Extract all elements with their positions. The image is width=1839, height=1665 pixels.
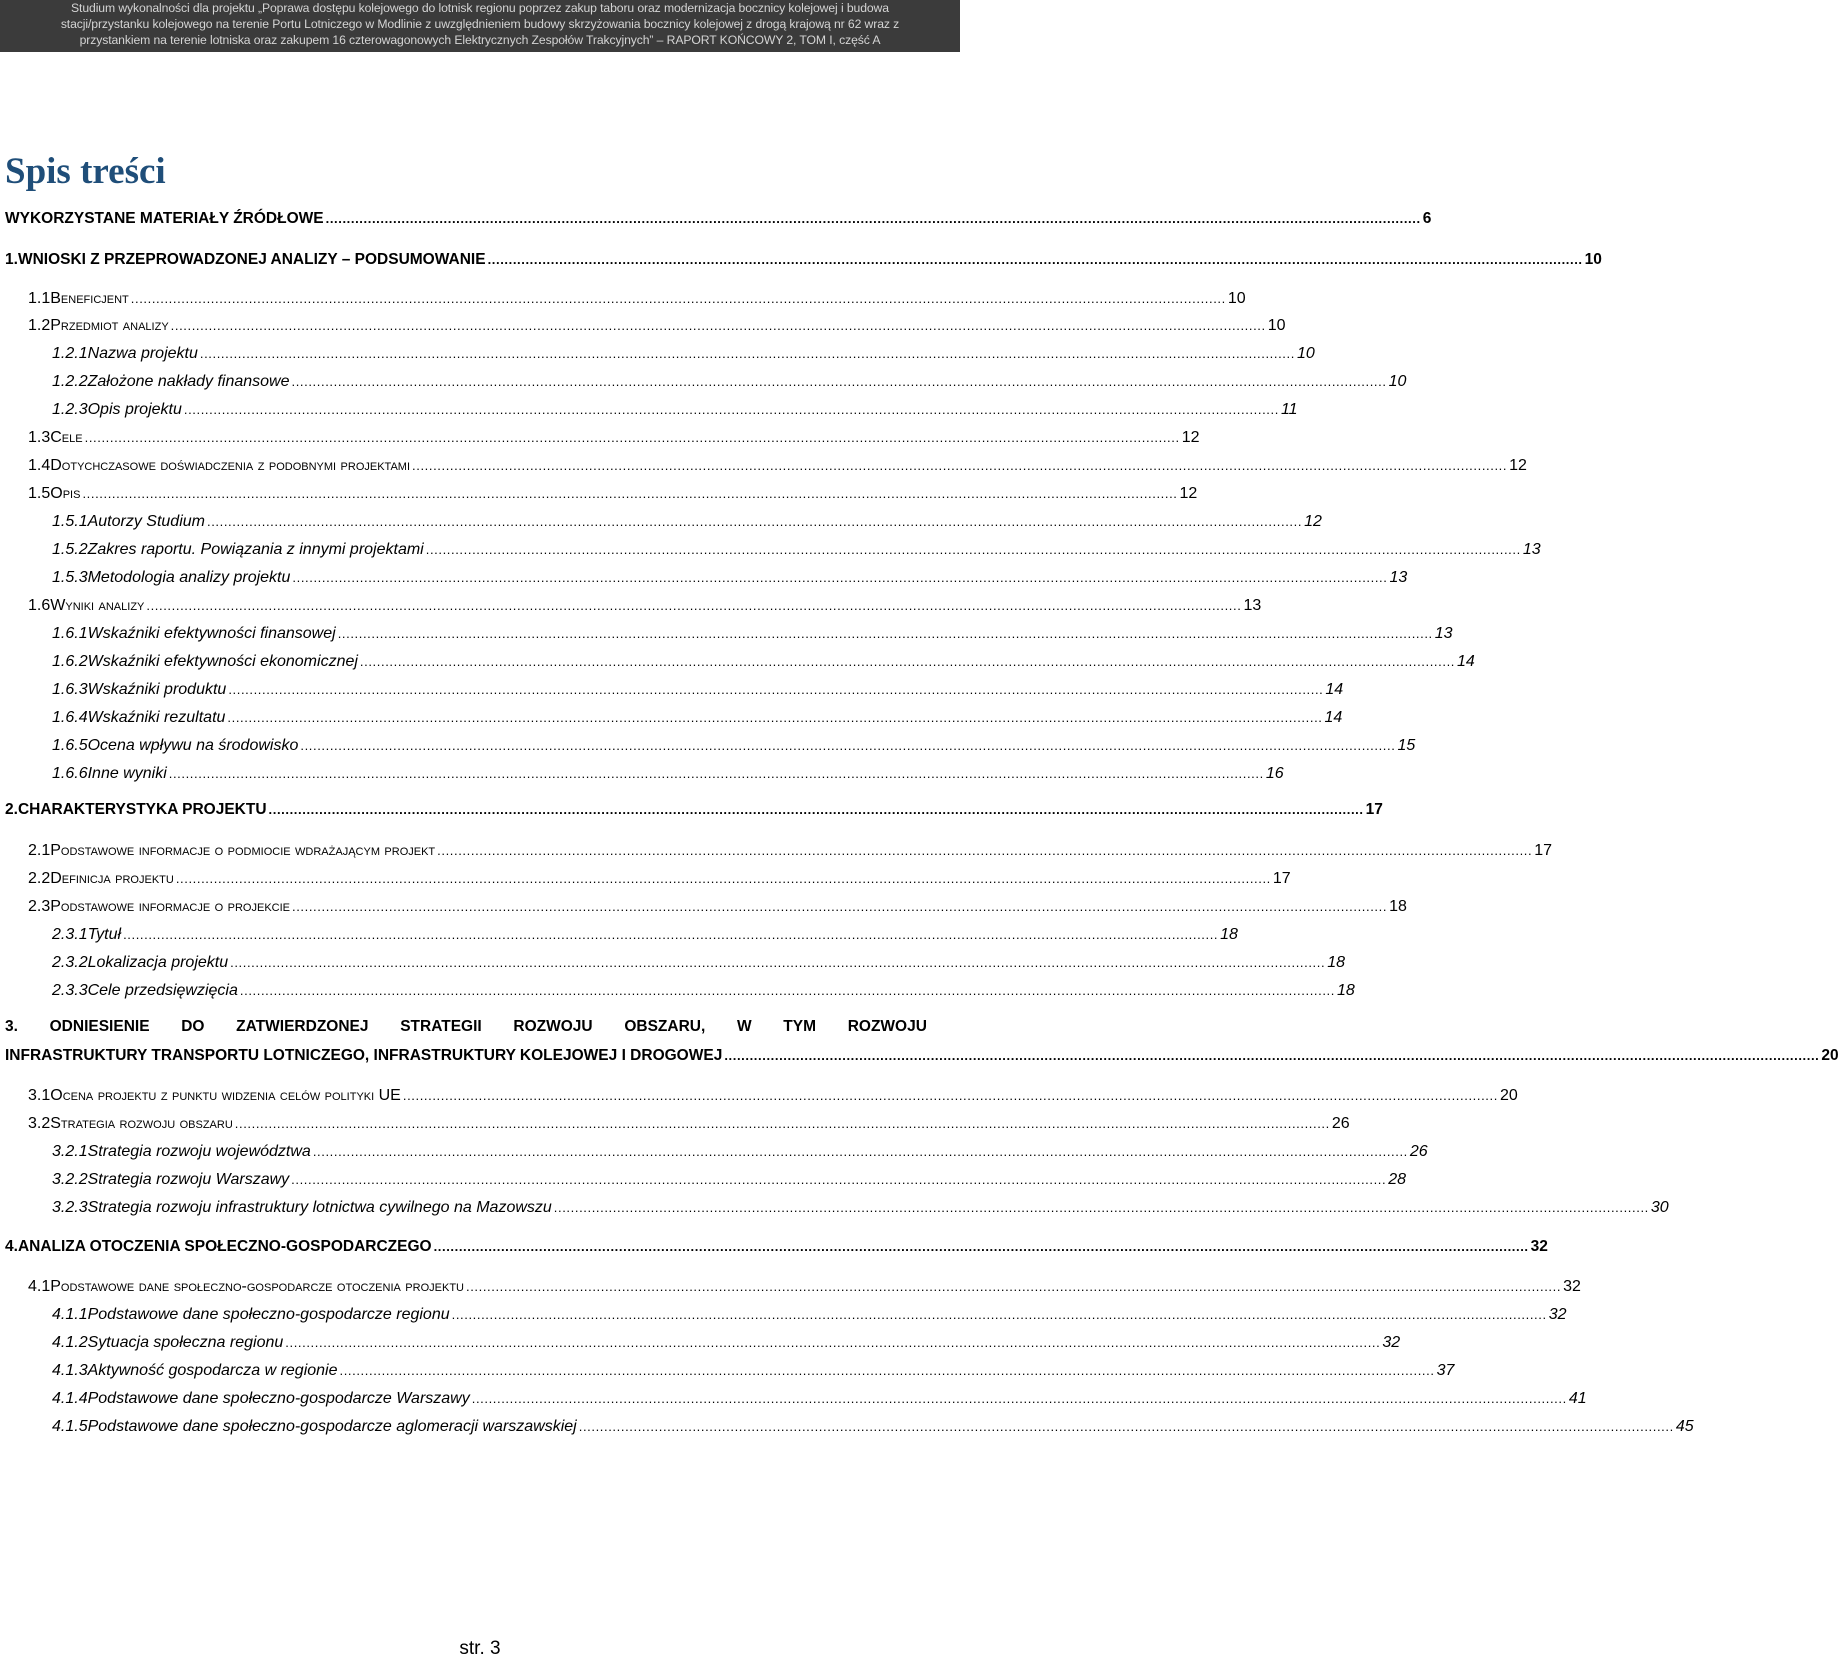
toc-entry-number: 2.1 xyxy=(28,842,51,859)
toc-entry-page: 12 xyxy=(1179,485,1198,502)
toc-entry[interactable] xyxy=(52,624,1453,644)
toc-entry-title: Wskaźniki rezultatu xyxy=(87,709,226,726)
toc-entry[interactable] xyxy=(28,456,1527,476)
toc-entry-title: Strategia rozwoju Warszawy xyxy=(87,1171,290,1188)
toc-dot-leader: .................................................................................................................................................................................................................................................................... xyxy=(292,570,1388,585)
toc-entry-title: Tytuł xyxy=(87,926,122,943)
toc-entry-page: 17 xyxy=(1365,801,1383,818)
toc-entry-page: 12 xyxy=(1509,457,1527,474)
toc-entry[interactable] xyxy=(5,1046,1839,1066)
toc-entry[interactable] xyxy=(28,596,1262,616)
toc-entry-page: 32 xyxy=(1382,1334,1401,1351)
toc-entry[interactable] xyxy=(52,981,1355,1001)
toc-entry-page: 16 xyxy=(1265,765,1284,782)
toc-entry-page: 18 xyxy=(1389,898,1407,915)
toc-entry[interactable] xyxy=(28,428,1200,448)
toc-entry-title: Dotychczasowe doświadczenia z podobnymi projektami xyxy=(50,457,411,474)
toc-heading-word: OBSZARU, xyxy=(624,1018,706,1035)
toc-entry-page: 13 xyxy=(1522,541,1541,558)
toc-entry-number: 3.2 xyxy=(28,1115,51,1132)
toc-entry-page: 10 xyxy=(1227,290,1246,307)
toc-entry[interactable] xyxy=(52,736,1416,756)
toc-dot-leader: .................................................................................................................................................................................................................................................................... xyxy=(239,983,1335,998)
toc-entry[interactable] xyxy=(5,800,1383,820)
toc-dot-leader: .................................................................................................................................................................................................................................................................... xyxy=(291,1172,1387,1187)
toc-heading-word: ROZWOJU xyxy=(847,1018,927,1035)
toc-heading-word: STRATEGII xyxy=(400,1018,482,1035)
toc-entry[interactable] xyxy=(52,1198,1669,1218)
toc-entry-number: 2.2 xyxy=(28,870,51,887)
toc-entry-page: 15 xyxy=(1397,737,1416,754)
toc-entry-number: 4. xyxy=(5,1238,18,1255)
toc-entry[interactable] xyxy=(28,841,1553,861)
toc-entry-page: 45 xyxy=(1675,1418,1694,1435)
toc-entry-title: ANALIZA OTOCZENIA SPOŁECZNO-GOSPODARCZEGO xyxy=(17,1238,432,1255)
toc-entry-number: 1.5.1 xyxy=(52,513,88,530)
toc-dot-leader: .................................................................................................................................................................................................................................................................... xyxy=(451,1307,1547,1322)
toc-entry[interactable] xyxy=(52,540,1541,560)
toc-entry-number: 3.2.3 xyxy=(52,1199,88,1216)
toc-entry[interactable] xyxy=(52,512,1322,532)
toc-dot-leader: .................................................................................................................................................................................................................................................................... xyxy=(146,598,1242,613)
toc-entry-number: 3.2.1 xyxy=(52,1143,88,1160)
toc-entry-page: 41 xyxy=(1568,1390,1587,1407)
toc-heading-word: ROZWOJU xyxy=(513,1018,593,1035)
toc-entry-number: 4.1.2 xyxy=(52,1334,88,1351)
header-line: Studium wykonalności dla projektu „Poprawa dostępu kolejowego do lotnisk regionu poprzez zakup taboru oraz modernizacja bocznicy kolejowej i budowa xyxy=(71,1,889,15)
toc-entry-number: 4.1 xyxy=(28,1278,51,1295)
toc-dot-leader: .................................................................................................................................................................................................................................................................... xyxy=(206,514,1303,529)
toc-entry-number: 1.2.2 xyxy=(52,373,88,390)
toc-entry[interactable] xyxy=(28,897,1407,917)
toc-entry-page: 26 xyxy=(1331,1115,1350,1132)
toc-entry-number: 4.1.3 xyxy=(52,1362,88,1379)
toc-entry-heading-line xyxy=(5,1018,927,1036)
page-title: Spis treści xyxy=(5,151,166,192)
toc-entry-page: 17 xyxy=(1534,842,1553,859)
toc-entry-number: 4.1.1 xyxy=(52,1306,88,1323)
toc-entry-page: 13 xyxy=(1243,597,1262,614)
toc-dot-leader: .................................................................................................................................................................................................................................................................... xyxy=(230,955,1326,970)
toc-dot-leader: .................................................................................................................................................................................................................................................................... xyxy=(465,1279,1562,1294)
toc-entry-title: Beneficjent xyxy=(50,290,129,307)
toc-dot-leader: .................................................................................................................................................................................................................................................................... xyxy=(325,211,1421,226)
toc-entry-number: 1.2 xyxy=(28,317,51,334)
toc-entry-page: 10 xyxy=(1267,317,1286,334)
toc-entry-title: Ocena projektu z punktu widzenia celów polityki UE xyxy=(50,1087,401,1104)
toc-dot-leader: .................................................................................................................................................................................................................................................................... xyxy=(170,318,1266,333)
toc-entry[interactable] xyxy=(52,344,1315,364)
toc-entry-title: CHARAKTERYSTYKA PROJEKTU xyxy=(17,801,267,818)
toc-entry-title: Podstawowe informacje o podmiocie wdrażającym projekt xyxy=(50,842,436,859)
toc-entry[interactable] xyxy=(52,1333,1401,1353)
toc-entry[interactable] xyxy=(5,209,1432,229)
toc-entry-number: 1.6 xyxy=(28,597,51,614)
toc-entry-page: 14 xyxy=(1325,681,1344,698)
toc-heading-word: DO xyxy=(181,1018,205,1035)
toc-entry[interactable] xyxy=(52,1361,1455,1381)
toc-entry-title: Zakres raportu. Powiązania z innymi projektami xyxy=(87,541,424,558)
toc-dot-leader: .................................................................................................................................................................................................................................................................... xyxy=(123,927,1219,942)
toc-entry-number: 2.3.3 xyxy=(52,982,88,999)
toc-dot-leader: .................................................................................................................................................................................................................................................................... xyxy=(285,1335,1381,1350)
toc-entry-page: 18 xyxy=(1327,954,1345,971)
toc-entry-number: 3.1 xyxy=(28,1087,51,1104)
toc-entry[interactable] xyxy=(52,652,1475,672)
toc-entry-title: Strategia rozwoju infrastruktury lotnictwa cywilnego na Mazowszu xyxy=(87,1199,552,1216)
toc-entry-title: Wskaźniki efektywności ekonomicznej xyxy=(87,653,358,670)
toc-entry-title: Inne wyniki xyxy=(87,765,167,782)
toc-entry-number: 1.3 xyxy=(28,429,51,446)
toc-entry-number: 1.1 xyxy=(28,290,51,307)
toc-dot-leader: .................................................................................................................................................................................................................................................................... xyxy=(433,1239,1529,1254)
toc-dot-leader: .................................................................................................................................................................................................................................................................... xyxy=(425,542,1521,557)
toc-entry-number: 2.3 xyxy=(28,898,51,915)
toc-entry-page: 13 xyxy=(1434,625,1453,642)
toc-dot-leader: .................................................................................................................................................................................................................................................................... xyxy=(291,374,1387,389)
toc-entry-title: Podstawowe dane społeczno-gospodarcze aglomeracji warszawskiej xyxy=(87,1418,577,1435)
toc-entry[interactable] xyxy=(28,869,1291,889)
toc-entry-number: 4.1.5 xyxy=(52,1418,88,1435)
toc-entry-number: 1.5 xyxy=(28,485,51,502)
toc-entry-number: 2.3.1 xyxy=(52,926,88,943)
toc-entry-page: 28 xyxy=(1388,1171,1407,1188)
toc-entry-number: 1.6.5 xyxy=(52,737,88,754)
toc-entry-title: Autorzy Studium xyxy=(87,513,205,530)
toc-dot-leader: .................................................................................................................................................................................................................................................................... xyxy=(553,1200,1649,1215)
toc-heading-word: 3. xyxy=(5,1018,18,1035)
toc-entry-page: 18 xyxy=(1220,926,1238,943)
toc-dot-leader: .................................................................................................................................................................................................................................................................... xyxy=(312,1144,1408,1159)
toc-entry-title: Podstawowe dane społeczno-gospodarcze otoczenia projektu xyxy=(50,1278,464,1295)
toc-entry[interactable] xyxy=(28,1086,1518,1106)
toc-heading-word: TYM xyxy=(783,1018,816,1035)
toc-entry-number: 1.2.1 xyxy=(52,345,88,362)
toc-entry[interactable] xyxy=(52,372,1407,392)
toc-dot-leader: .................................................................................................................................................................................................................................................................... xyxy=(471,1391,1567,1406)
toc-entry-title: WNIOSKI Z PRZEPROWADZONEJ ANALIZY – PODSUMOWANIE xyxy=(17,251,486,268)
toc-heading-word: W xyxy=(736,1018,752,1035)
toc-entry[interactable] xyxy=(52,1170,1407,1190)
toc-dot-leader: .................................................................................................................................................................................................................................................................... xyxy=(339,1363,1435,1378)
toc-dot-leader: .................................................................................................................................................................................................................................................................... xyxy=(84,430,1180,445)
toc-entry-number: 1.6.1 xyxy=(52,625,88,642)
toc-entry[interactable] xyxy=(28,1277,1581,1297)
toc-entry[interactable] xyxy=(28,316,1286,336)
toc-entry-page: 11 xyxy=(1280,401,1298,418)
toc-entry-page: 17 xyxy=(1272,870,1291,887)
toc-entry[interactable] xyxy=(52,1417,1694,1437)
toc-entry-title: Podstawowe informacje o projekcie xyxy=(50,898,290,915)
toc-entry-title: Cele xyxy=(50,429,83,446)
toc-entry[interactable] xyxy=(52,925,1238,945)
toc-entry-number: 2. xyxy=(5,801,18,818)
toc-entry[interactable] xyxy=(28,289,1246,309)
toc-entry-page: 26 xyxy=(1409,1143,1428,1160)
toc-entry[interactable] xyxy=(5,250,1602,270)
toc-entry-page: 6 xyxy=(1422,210,1432,227)
toc-entry-number: 1.6.3 xyxy=(52,681,88,698)
toc-entry-page: 20 xyxy=(1821,1047,1839,1064)
toc-entry-number: 3.2.2 xyxy=(52,1171,88,1188)
toc-entry-page: 30 xyxy=(1650,1199,1669,1216)
toc-entry[interactable] xyxy=(52,1142,1428,1162)
toc-entry-page: 18 xyxy=(1336,982,1355,999)
toc-entry[interactable] xyxy=(52,953,1345,973)
toc-entry-page: 12 xyxy=(1304,513,1322,530)
toc-dot-leader: .................................................................................................................................................................................................................................................................... xyxy=(199,346,1295,361)
toc-entry-number: 1. xyxy=(5,251,18,268)
toc-entry-page: 14 xyxy=(1324,709,1343,726)
toc-entry-number: 1.4 xyxy=(28,457,51,474)
toc-entry[interactable] xyxy=(52,1389,1587,1409)
toc-dot-leader: .................................................................................................................................................................................................................................................................... xyxy=(412,458,1508,473)
toc-entry-number: 1.6.6 xyxy=(52,765,88,782)
toc-entry-title: Sytuacja społeczna regionu xyxy=(87,1334,284,1351)
toc-entry-title: Opis xyxy=(50,485,81,502)
toc-entry[interactable] xyxy=(5,1237,1548,1257)
toc-entry-title: Cele przedsięwzięcia xyxy=(87,982,238,999)
toc-dot-leader: .................................................................................................................................................................................................................................................................... xyxy=(268,802,1364,817)
toc-entry-title: Podstawowe dane społeczno-gospodarcze Warszawy xyxy=(87,1390,470,1407)
toc-entry-title: Założone nakłady finansowe xyxy=(87,373,290,390)
toc-entry-page: 32 xyxy=(1548,1306,1567,1323)
toc-entry-title: Wskaźniki produktu xyxy=(87,681,227,698)
toc-entry[interactable] xyxy=(52,400,1298,420)
toc-dot-leader: .................................................................................................................................................................................................................................................................... xyxy=(130,291,1226,306)
toc-entry-page: 10 xyxy=(1584,251,1602,268)
toc-entry-title: Opis projektu xyxy=(87,401,182,418)
toc-entry-number: 1.5.2 xyxy=(52,541,88,558)
toc-entry[interactable] xyxy=(52,708,1343,728)
toc-dot-leader: .................................................................................................................................................................................................................................................................... xyxy=(437,843,1533,858)
toc-entry-page: 13 xyxy=(1389,569,1408,586)
toc-dot-leader: .................................................................................................................................................................................................................................................................... xyxy=(487,252,1583,267)
toc-entry-number: 1.2.3 xyxy=(52,401,88,418)
toc-dot-leader: .................................................................................................................................................................................................................................................................... xyxy=(234,1116,1330,1131)
toc-entry[interactable] xyxy=(52,568,1408,588)
toc-dot-leader: .................................................................................................................................................................................................................................................................... xyxy=(175,871,1271,886)
toc-entry[interactable] xyxy=(28,484,1198,504)
header-line: stacji/przystanku kolejowego na terenie Portu Lotniczego w Modlinie z uwzględnieniem budowy skrzyżowania bocznicy kolejowej z drogą krajową nr 62 wraz z xyxy=(60,17,900,31)
toc-entry-page: 14 xyxy=(1457,653,1475,670)
toc-entry-title: Nazwa projektu xyxy=(87,345,198,362)
toc-dot-leader: .................................................................................................................................................................................................................................................................... xyxy=(402,1088,1498,1103)
toc-entry[interactable] xyxy=(28,1114,1350,1134)
toc-dot-leader: .................................................................................................................................................................................................................................................................... xyxy=(183,402,1279,417)
toc-entry-number: 1.5.3 xyxy=(52,569,88,586)
toc-entry[interactable] xyxy=(52,680,1344,700)
toc-entry-page: 37 xyxy=(1436,1362,1455,1379)
toc-entry-page: 10 xyxy=(1296,345,1315,362)
toc-dot-leader: .................................................................................................................................................................................................................................................................... xyxy=(578,1419,1674,1434)
toc-entry-page: 12 xyxy=(1181,429,1200,446)
toc-dot-leader: .................................................................................................................................................................................................................................................................... xyxy=(82,486,1178,501)
toc-entry-title: Przedmiot analizy xyxy=(50,317,169,334)
toc-entry-page: 10 xyxy=(1388,373,1407,390)
toc-entry-number: 1.6.4 xyxy=(52,709,88,726)
toc-dot-leader: .................................................................................................................................................................................................................................................................... xyxy=(228,682,1324,697)
toc-entry[interactable] xyxy=(52,764,1284,784)
page-number: str. 3 xyxy=(459,1638,501,1659)
toc-entry-title: Ocena wpływu na środowisko xyxy=(87,737,299,754)
toc-dot-leader: .................................................................................................................................................................................................................................................................... xyxy=(337,626,1433,641)
toc-entry-title: Strategia rozwoju województwa xyxy=(87,1143,311,1160)
toc-entry-title: Definicja projektu xyxy=(50,870,174,887)
toc-entry-number: 1.6.2 xyxy=(52,653,88,670)
toc-entry-title: Aktywność gospodarcza w regionie xyxy=(87,1362,338,1379)
toc-entry-title: Lokalizacja projektu xyxy=(87,954,229,971)
toc-dot-leader: .................................................................................................................................................................................................................................................................... xyxy=(227,710,1323,725)
toc-entry-page: 32 xyxy=(1530,1238,1548,1255)
toc-entry-title: Podstawowe dane społeczno-gospodarcze regionu xyxy=(87,1306,450,1323)
toc-heading-word: ODNIESIENIE xyxy=(49,1018,150,1035)
toc-dot-leader: .................................................................................................................................................................................................................................................................... xyxy=(292,899,1388,914)
toc-entry-title: Strategia rozwoju obszaru xyxy=(50,1115,233,1132)
toc-entry-title: INFRASTRUKTURY TRANSPORTU LOTNICZEGO, INFRASTRUKTURY KOLEJOWEJ I DROGOWEJ xyxy=(5,1047,723,1064)
toc-entry-title: Wskaźniki efektywności finansowej xyxy=(87,625,336,642)
toc-entry-title: WYKORZYSTANE MATERIAŁY ŹRÓDŁOWE xyxy=(5,210,324,227)
toc-dot-leader: .................................................................................................................................................................................................................................................................... xyxy=(724,1048,1820,1063)
toc-entry-number: 4.1.4 xyxy=(52,1390,88,1407)
toc-entry-title: Metodologia analizy projektu xyxy=(87,569,291,586)
toc-dot-leader: .................................................................................................................................................................................................................................................................... xyxy=(359,654,1455,669)
header-line: przystankiem na terenie lotniska oraz zakupem 16 czterowagonowych Elektrycznych Zespołów Trakcyjnych” – RAPORT KOŃCOWY 2, TOM I, część A xyxy=(79,33,881,47)
toc-entry-number: 2.3.2 xyxy=(52,954,88,971)
toc-dot-leader: .................................................................................................................................................................................................................................................................... xyxy=(168,766,1264,781)
toc-entry-page: 20 xyxy=(1499,1087,1518,1104)
toc-entry-title: Wyniki analizy xyxy=(50,597,145,614)
toc-heading-word: ZATWIERDZONEJ xyxy=(236,1018,369,1035)
toc-dot-leader: .................................................................................................................................................................................................................................................................... xyxy=(300,738,1396,753)
toc-entry[interactable] xyxy=(52,1305,1567,1325)
toc-entry-page: 32 xyxy=(1563,1278,1581,1295)
